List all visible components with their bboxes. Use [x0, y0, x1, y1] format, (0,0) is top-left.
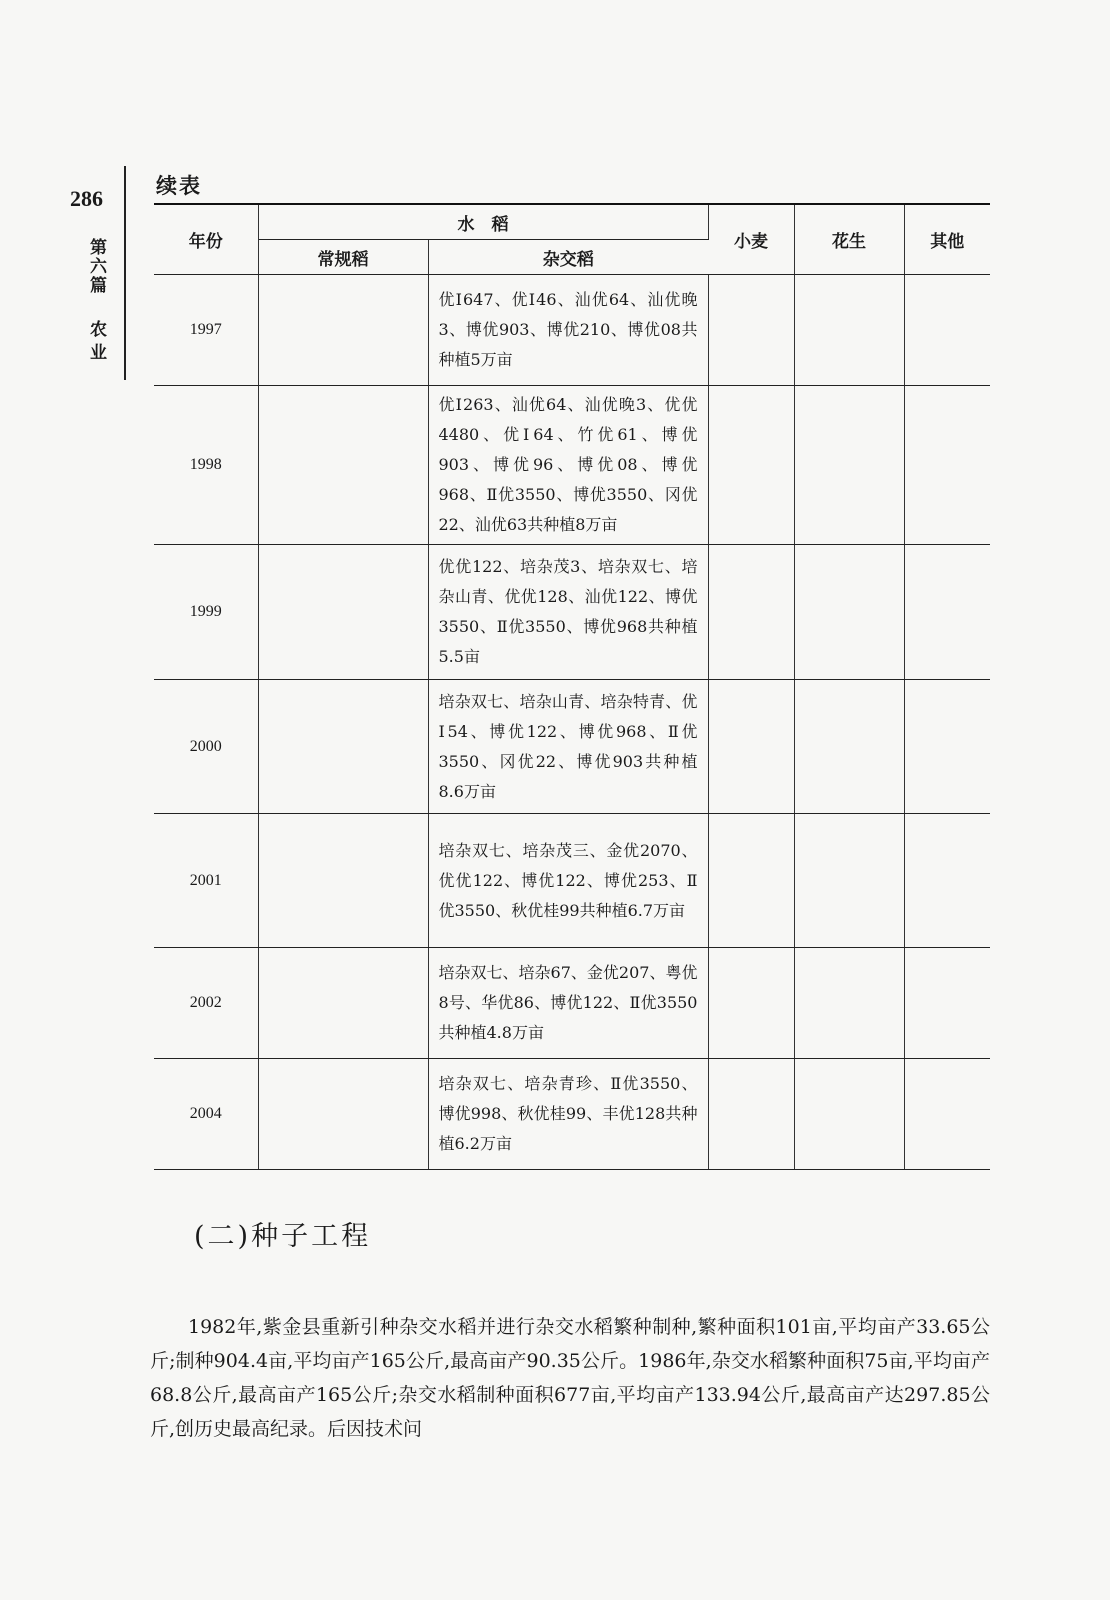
- year-cell: 2004: [154, 1059, 258, 1170]
- hybrid-cell: 培杂双七、培杂67、金优207、粤优8号、华优86、博优122、Ⅱ优3550共种植4.8万亩: [428, 948, 708, 1059]
- other-cell: [904, 275, 990, 386]
- other-cell: [904, 948, 990, 1059]
- hybrid-cell: 优优122、培杂茂3、培杂双七、培杂山青、优优128、汕优122、博优3550、Ⅱ优3550、博优968共种植5.5亩: [428, 545, 708, 680]
- conventional-cell: [258, 814, 428, 948]
- margin-rule: [124, 166, 126, 380]
- hybrid-cell: 优Ⅰ263、汕优64、汕优晚3、优优4480、优Ⅰ64、竹优61、博优903、博优96、博优08、博优968、Ⅱ优3550、博优3550、冈优22、汕优63共种植8万亩: [428, 386, 708, 545]
- wheat-cell: [708, 545, 794, 680]
- header-conventional-rice: 常规稻: [258, 240, 428, 275]
- peanut-cell: [794, 1059, 904, 1170]
- peanut-cell: [794, 386, 904, 545]
- other-cell: [904, 545, 990, 680]
- conventional-cell: [258, 680, 428, 814]
- header-hybrid-rice: 杂交稻: [428, 240, 708, 275]
- header-other: 其他: [904, 204, 990, 275]
- wheat-cell: [708, 680, 794, 814]
- other-cell: [904, 680, 990, 814]
- header-year: 年份: [154, 204, 258, 275]
- wheat-cell: [708, 386, 794, 545]
- table-row: [154, 1059, 990, 1170]
- peanut-cell: [794, 814, 904, 948]
- hybrid-cell: 培杂双七、培杂山青、培杂特青、优Ⅰ54、博优122、博优968、Ⅱ优3550、冈优22、博优903共种植8.6万亩: [428, 680, 708, 814]
- peanut-cell: [794, 545, 904, 680]
- year-cell: 1998: [154, 386, 258, 545]
- hybrid-cell: 培杂双七、培杂青珍、Ⅱ优3550、博优998、秋优桂99、丰优128共种植6.2万亩: [428, 1059, 708, 1170]
- peanut-cell: [794, 275, 904, 386]
- header-peanut: 花生: [794, 204, 904, 275]
- header-wheat: 小麦: [708, 204, 794, 275]
- year-cell: 2002: [154, 948, 258, 1059]
- side-section-label: 第六篇: [86, 238, 106, 295]
- wheat-cell: [708, 275, 794, 386]
- hybrid-cell: 优Ⅰ647、优Ⅰ46、汕优64、汕优晚3、博优903、博优210、博优08共种植5万亩: [428, 275, 708, 386]
- conventional-cell: [258, 275, 428, 386]
- conventional-cell: [258, 386, 428, 545]
- hybrid-cell: 培杂双七、培杂茂三、金优2070、优优122、博优122、博优253、Ⅱ优3550、秋优桂99共种植6.7万亩: [428, 814, 708, 948]
- other-cell: [904, 814, 990, 948]
- table-row: [154, 545, 990, 680]
- peanut-cell: [794, 948, 904, 1059]
- page-number: 286: [70, 186, 103, 211]
- conventional-cell: [258, 545, 428, 680]
- year-cell: 1999: [154, 545, 258, 680]
- table-row: [154, 275, 990, 386]
- table-caption: 续表: [156, 174, 202, 198]
- conventional-cell: [258, 948, 428, 1059]
- wheat-cell: [708, 814, 794, 948]
- other-cell: [904, 386, 990, 545]
- wheat-cell: [708, 1059, 794, 1170]
- seed-variety-table: [154, 203, 990, 1170]
- wheat-cell: [708, 948, 794, 1059]
- header-rice: 水 稻: [258, 204, 708, 240]
- section-heading: (二)种子工程: [194, 1221, 372, 1252]
- peanut-cell: [794, 680, 904, 814]
- table-row: [154, 948, 990, 1059]
- table-row: [154, 386, 990, 545]
- conventional-cell: [258, 1059, 428, 1170]
- side-title-label: 农业: [86, 320, 106, 366]
- year-cell: 2001: [154, 814, 258, 948]
- table-row: [154, 814, 990, 948]
- body-paragraph: 1982年,紫金县重新引种杂交水稻并进行杂交水稻繁种制种,繁种面积101亩,平均亩产33.65公斤;制种904.4亩,平均亩产165公斤,最高亩产90.35公斤。1986年,杂交水稻繁种面积75亩,平均亩产68.8公斤,最高亩产165公斤;杂交水稻制种面积677亩,平均亩产133.94公斤,最高亩产达297.85公斤,创历史最高纪录。后因技术问: [150, 1316, 990, 1440]
- table-row: [154, 680, 990, 814]
- other-cell: [904, 1059, 990, 1170]
- year-cell: 1997: [154, 275, 258, 386]
- year-cell: 2000: [154, 680, 258, 814]
